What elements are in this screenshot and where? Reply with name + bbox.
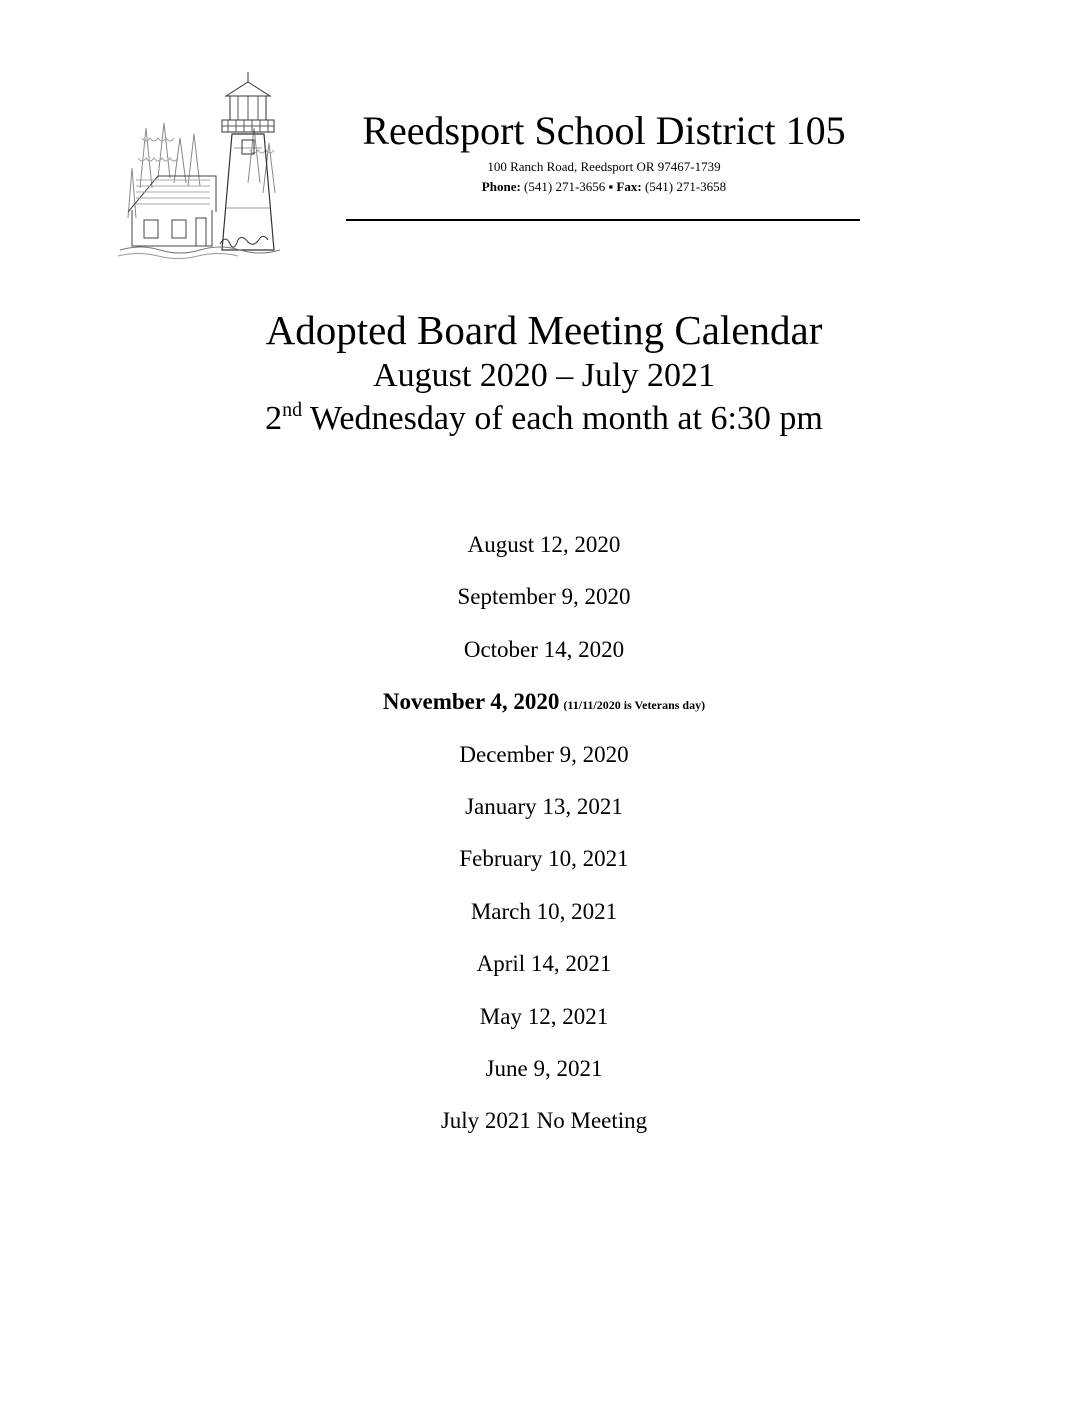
meeting-date: April 14, 2021 <box>476 951 612 977</box>
header-divider <box>346 219 860 221</box>
lighthouse-sketch-icon <box>118 68 290 264</box>
meeting-schedule <box>0 398 1088 440</box>
phone-label: Phone: <box>481 179 521 194</box>
meeting-date: October 14, 2020 <box>463 636 625 662</box>
meeting-date: August 12, 2020 <box>467 532 621 557</box>
fax-number: (541) 271-3658 <box>644 179 727 194</box>
contact-line <box>346 179 862 195</box>
schedule-text: Wednesday of each month at 6:30 pm <box>302 400 823 437</box>
schedule-ordinal-suffix: nd <box>282 399 303 421</box>
meeting-date: December 9, 2020 <box>459 741 629 767</box>
meeting-date-highlighted <box>0 685 1088 737</box>
meeting-date: March 10, 2021 <box>470 898 618 924</box>
meeting-date: June 9, 2021 <box>485 1055 603 1081</box>
calendar-period: August 2020 – July 2021 <box>373 357 715 394</box>
meeting-date: July 2021 No Meeting <box>440 1108 648 1134</box>
phone-number: (541) 271-3656 <box>524 179 606 194</box>
contact-separator: ▪ <box>608 179 614 194</box>
document-title: Adopted Board Meeting Calendar <box>265 307 823 353</box>
fax-label: Fax: <box>616 179 642 194</box>
district-name: Reedsport School District 105 <box>362 108 846 153</box>
meeting-date: February 10, 2021 <box>459 846 629 872</box>
meeting-date: January 13, 2021 <box>465 793 623 819</box>
meeting-date: September 9, 2020 <box>457 584 631 610</box>
meeting-date-note: (11/11/2020 is Veterans day) <box>563 698 706 713</box>
meeting-date-list <box>0 528 1088 1157</box>
meeting-date: November 4, 2020 <box>382 689 560 715</box>
meeting-date: May 12, 2021 <box>479 1003 609 1029</box>
district-address: 100 Ranch Road, Reedsport OR 97467-1739 <box>487 159 721 174</box>
schedule-ordinal: 2 <box>265 400 283 437</box>
